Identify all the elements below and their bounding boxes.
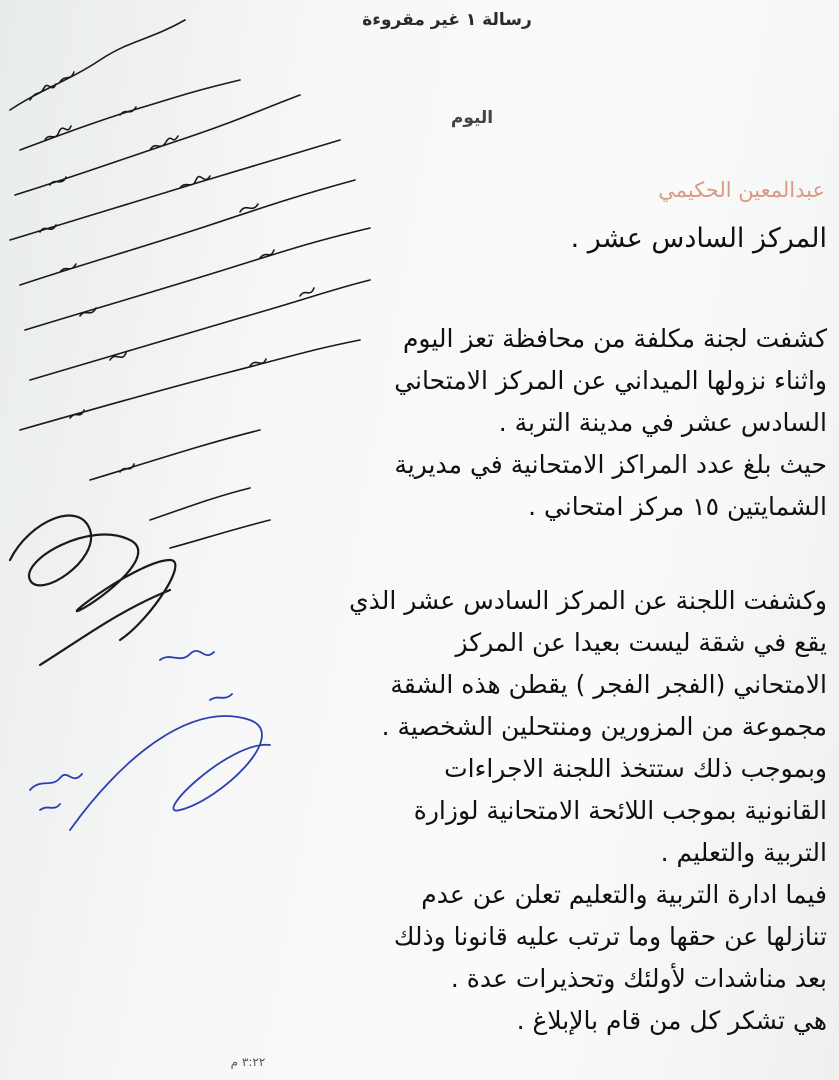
- headline-line: المركز السادس عشر .: [570, 223, 827, 254]
- paragraph-line: حيث بلغ عدد المراكز الامتحانية في مديرية: [394, 450, 827, 479]
- paragraph-1: [237, 318, 827, 528]
- paragraph-line: تنازلها عن حقها وما ترتب عليه قانونا وذلك: [393, 922, 827, 951]
- paragraph-line: هي تشكر كل من قام بالإبلاغ .: [516, 1006, 827, 1035]
- paragraph-line: الامتحاني (الفجر الفجر ) يقطن هذه الشقة: [390, 670, 827, 699]
- paragraph-line: فيما ادارة التربية والتعليم تعلن عن عدم: [421, 880, 827, 909]
- paragraph-line: السادس عشر في مدينة التربة .: [498, 408, 827, 437]
- handwriting-stroke: [10, 20, 185, 110]
- paragraph-line: وكشفت اللجنة عن المركز السادس عشر الذي: [349, 586, 827, 615]
- blue-signature: [30, 774, 82, 810]
- author-name: عبدالمعين الحكيمي: [658, 178, 825, 202]
- date-chip: اليوم: [432, 108, 512, 138]
- paragraph-2: [237, 580, 827, 1042]
- handwriting-stroke: [20, 80, 240, 150]
- paragraph-line: التربية والتعليم .: [660, 838, 827, 867]
- handwriting-stroke: [15, 95, 300, 195]
- handwriting-stroke: [90, 430, 260, 480]
- paragraph-line: كشفت لجنة مكلفة من محافظة تعز اليوم: [402, 324, 827, 353]
- paragraph-line: بعد مناشدات لأولئك وتحذيرات عدة .: [450, 964, 827, 993]
- paragraph-line: يقع في شقة ليست بعيدا عن المركز: [455, 628, 827, 657]
- paragraph-line: الشمايتين ١٥ مركز امتحاني .: [528, 492, 827, 521]
- paragraph-line: واثناء نزولها الميداني عن المركز الامتحاني: [394, 366, 827, 395]
- paragraph-line: مجموعة من المزورين ومنتحلين الشخصية .: [381, 712, 827, 741]
- signature-scribble: [10, 516, 175, 665]
- headline: [237, 218, 827, 260]
- message-header: رسالة ١ غير مقروءة: [362, 10, 532, 30]
- paragraph-line: القانونية بموجب اللائحة الامتحانية لوزارة: [413, 796, 827, 825]
- paragraph-line: وبموجب ذلك ستتخذ اللجنة الاجراءات: [444, 754, 827, 783]
- message-timestamp: ٣:٢٢ م: [230, 1055, 266, 1069]
